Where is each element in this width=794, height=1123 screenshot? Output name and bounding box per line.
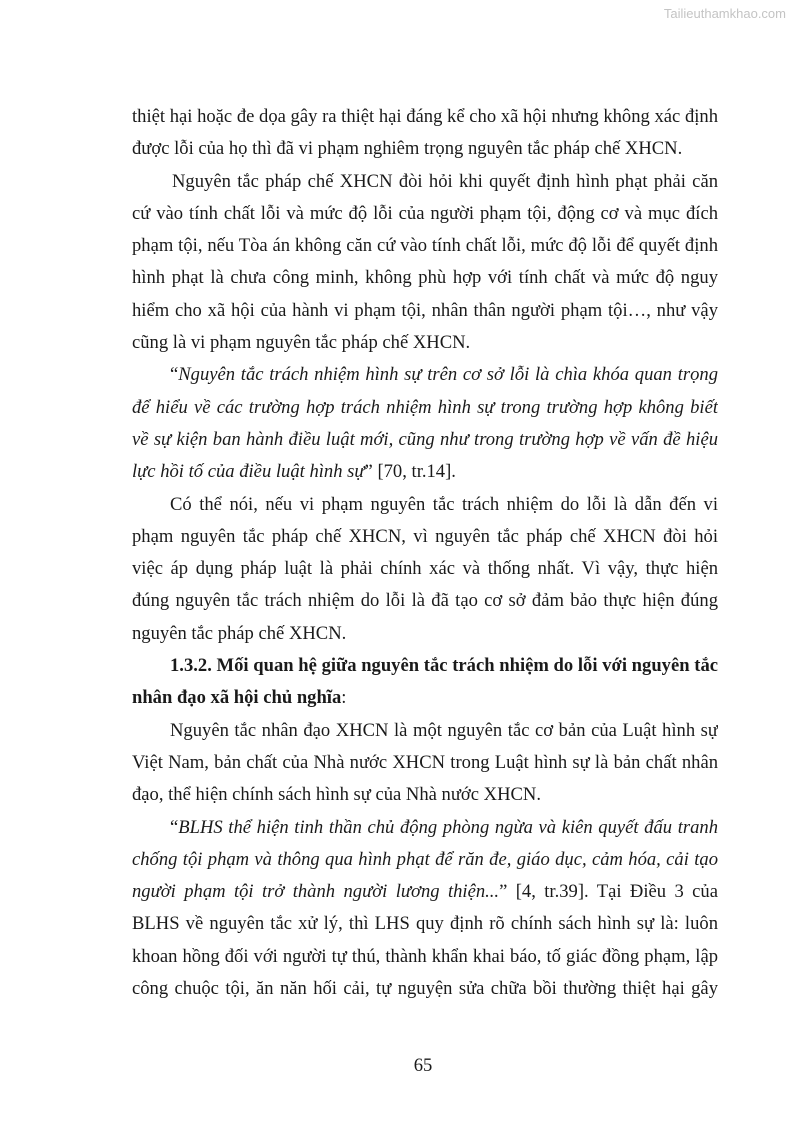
paragraph-4-line-1: Có thể nói, nếu vi phạm nguyên tắc trách nhiệm do lỗi là dẫn đến vi (170, 493, 718, 515)
paragraph-5-line-3: đạo, thể hiện chính sách hình sự của Nhà nước XHCN. (132, 784, 541, 806)
paragraph-2-line-4: hình phạt là chưa công minh, không phù hợp với tính chất và mức độ nguy (132, 267, 718, 289)
quote-1-line-1-text: Nguyên tắc trách nhiệm hình sự trên cơ sở lỗi là chìa khóa quan trọng (178, 364, 718, 386)
section-heading-line-2-text: nhân đạo xã hội chủ nghĩa (132, 687, 342, 709)
quote-1-line-3: về sự kiện ban hành điều luật mới, cũng như trong trường hợp về vấn đề hiệu (132, 428, 718, 450)
paragraph-2-line-6: cũng là vi phạm nguyên tắc pháp chế XHCN. (132, 332, 471, 354)
section-heading-line-2 (132, 682, 718, 714)
quote-1-line-1 (132, 359, 718, 391)
quote-1-citation: ” [70, tr.14]. (364, 461, 456, 483)
paragraph-1-line-2: được lỗi của họ thì đã vi phạm nghiêm trọng nguyên tắc pháp chế XHCN. (132, 138, 683, 160)
document-body (132, 101, 718, 1005)
section-heading-colon: : (341, 687, 347, 709)
open-quote-mark-2: “ (170, 816, 179, 838)
quote-2-line-1-text: BLHS thể hiện tinh thần chủ động phòng ngừa và kiên quyết đấu tranh (178, 816, 718, 838)
paragraph-5-line-2: Việt Nam, bản chất của Nhà nước XHCN trong Luật hình sự là bản chất nhân (132, 751, 718, 773)
quote-1-line-4-italic: lực hồi tố của điều luật hình sự (132, 461, 365, 483)
paragraph-5-line-1: Nguyên tắc nhân đạo XHCN là một nguyên tắc cơ bản của Luật hình sự (170, 719, 718, 741)
paragraph-1-line-1: thiệt hại hoặc đe dọa gây ra thiệt hại đáng kể cho xã hội nhưng không xác định (132, 106, 718, 127)
quote-2-line-2: chống tội phạm và thông qua hình phạt để răn đe, giáo dục, cảm hóa, cải tạo (132, 848, 718, 870)
watermark-text: Tailieuthamkhao.com (663, 6, 786, 21)
quote-2-line-1 (132, 812, 718, 844)
quote-1-line-2: để hiểu về các trường hợp trách nhiệm hình sự trong trường hợp không biết (132, 396, 718, 418)
paragraph-4-line-2: phạm nguyên tắc pháp chế XHCN, vì nguyên tắc pháp chế XHCN đòi hỏi (132, 525, 718, 547)
paragraph-2-line-3: phạm tội, nếu Tòa án không căn cứ vào tính chất lỗi, mức độ lỗi để quyết định (132, 235, 718, 257)
paragraph-2-line-5: hiểm cho xã hội của hành vi phạm tội, nhân thân người phạm tội…, như vậy (132, 299, 718, 321)
quote-2-line-3 (132, 876, 718, 908)
paragraph-2-line-2: cứ vào tính chất lỗi và mức độ lỗi của người phạm tội, động cơ và mục đích (132, 202, 718, 224)
paragraph-6-line-5: khoan hồng đối với người tự thú, thành khẩn khai báo, tố giác đồng phạm, lập (132, 945, 718, 967)
quote-2-line-3-italic: người phạm tội trở thành người lương thiện... (132, 881, 500, 903)
section-heading-line-1: 1.3.2. Mối quan hệ giữa nguyên tắc trách nhiệm do lỗi với nguyên tắc (170, 655, 718, 677)
quote-1-line-4 (132, 456, 718, 488)
open-quote-mark: “ (170, 364, 179, 386)
paragraph-6-line-4: BLHS về nguyên tắc xử lý, thì LHS quy định rõ chính sách hình sự là: luôn (132, 913, 718, 935)
quote-2-citation: ” [4, tr.39]. Tại Điều 3 của (499, 881, 718, 903)
paragraph-2-line-1: Nguyên tắc pháp chế XHCN đòi hỏi khi quyết định hình phạt phải căn (172, 170, 718, 192)
paragraph-4-line-4: đúng nguyên tắc trách nhiệm do lỗi là đã tạo cơ sở đảm bảo thực hiện đúng (132, 590, 718, 612)
paragraph-6-line-6: công chuộc tội, ăn năn hối cải, tự nguyện sửa chữa bồi thường thiệt hại gây (132, 978, 718, 1000)
paragraph-4-line-5: nguyên tắc pháp chế XHCN. (132, 622, 347, 644)
page-number: 65 (413, 1055, 433, 1076)
paragraph-4-line-3: việc áp dụng pháp luật là phải chính xác và thống nhất. Vì vậy, thực hiện (132, 558, 718, 580)
